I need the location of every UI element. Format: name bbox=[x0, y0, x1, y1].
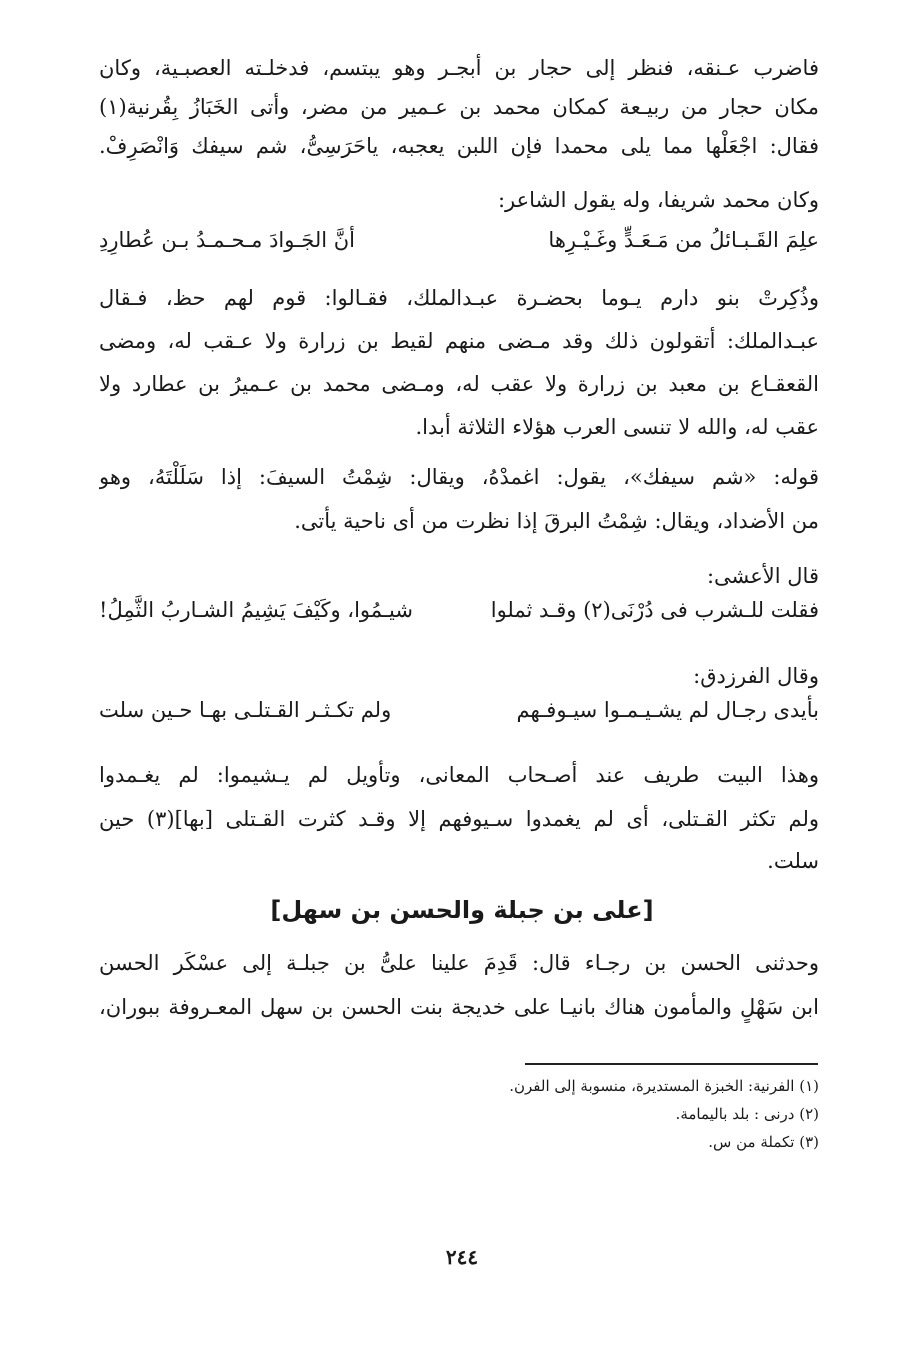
text-line: وذُكِرتْ بنو دارم يـوما بحضـرة عبـدالملك، فقـالوا: قوم لهم حظ، فـقال bbox=[99, 286, 819, 310]
text-line: عبـدالملك: أتقولون ذلك وقد مـضى منهم لقيط بن زرارة ولا عـقب له، ومضى bbox=[99, 329, 819, 353]
verse-first-hemistich: بأيدى رجـال لم يشـيـمـوا سيـوفـهم bbox=[516, 698, 819, 722]
footnote: (١) الفرنية: الخبزة المستديرة، منسوبة إلى الفرن. bbox=[509, 1077, 819, 1095]
text-line: القعقـاع بن معبد بن زرارة ولا عقب له، ومـضى محمد بن عـميرُ بن عطارد ولا bbox=[99, 372, 819, 396]
text-line: وحدثنى الحسن بن رجـاء قال: قَدِمَ علينا علىُّ بن جبلـة إلى عسْكَر الحسن bbox=[99, 951, 819, 975]
text-line: قوله: «شم سيفك»، يقول: اغمدْهُ، ويقال: شِمْتُ السيفَ: إذا سَلَلْتَهُ، وهو bbox=[99, 465, 819, 489]
text-line: وكان محمد شريفا، وله يقول الشاعر: bbox=[497, 188, 819, 212]
text-line: وقال الفرزدق: bbox=[693, 664, 819, 688]
verse-second-hemistich: أنَّ الجَـوادَ مـحـمـدُ بـن عُطارِدِ bbox=[99, 228, 355, 252]
verse-second-hemistich: شيـمُوا، وكَيْفَ يَشِيمُ الشـاربُ الثَّمِلُ! bbox=[99, 598, 413, 622]
footnote: (٣) تكملة من س. bbox=[708, 1133, 819, 1151]
text-line: سلت. bbox=[767, 849, 819, 873]
text-line: مكان حجار من ربيـعة كمكان محمد بن عـمير من مضر، وأتى الخَبَازُ بِقُرنية(١) bbox=[99, 95, 819, 119]
section-heading: [على بن جبلة والحسن بن سهل] bbox=[270, 896, 654, 924]
verse-first-hemistich: فقلت للـشرب فى دُرْنَى(٢) وقـد ثملوا bbox=[490, 598, 819, 622]
poetry-verse bbox=[99, 594, 819, 626]
text-line: فاضرب عـنقه، فنظر إلى حجار بن أبجـر وهو يبتسم، فدخلـته العصبـية، وكان bbox=[99, 56, 819, 80]
text-line: قال الأعشى: bbox=[706, 564, 819, 588]
verse-second-hemistich: ولم تكـثـر القـتلـى بهـا حـين سلت bbox=[99, 698, 392, 722]
text-line: ابن سَهْلٍ والمأمون هناك بانيـا على خديجة بنت الحسن بن سهل المعـروفة ببوران، bbox=[99, 995, 819, 1019]
text-line: فقال: اجْعَلْها مما يلى محمدا فإن اللبن يعجبه، ياحَرَسِىُّ، شم سيفك وَانْصَرِفْ. bbox=[99, 134, 819, 158]
page-number: ٢٤٤ bbox=[445, 1245, 479, 1269]
text-line: وهذا البيت طريف عند أصـحاب المعانى، وتأويل لم يـشيموا: لم يغـمدوا bbox=[99, 763, 819, 787]
text-line: ولم تكثر القـتلى، أى لم يغمدوا سـيوفهم إلا وقـد كثرت القـتلى [بها](٣) حين bbox=[99, 807, 819, 831]
footnote-separator bbox=[525, 1063, 818, 1065]
poetry-verse bbox=[99, 224, 819, 256]
footnote: (٢) درنى : بلد باليمامة. bbox=[675, 1105, 819, 1123]
text-line: من الأضداد، ويقال: شِمْتُ البرقَ إذا نظرت من أى ناحية يأتى. bbox=[294, 509, 819, 533]
text-line: عقب له، والله لا تنسى العرب هؤلاء الثلاثة أبدا. bbox=[415, 415, 819, 439]
poetry-verse bbox=[99, 694, 819, 726]
verse-first-hemistich: علِمَ القَـبـائلُ من مَـعَـدٍّ وغَـيْـرِها bbox=[548, 228, 819, 252]
